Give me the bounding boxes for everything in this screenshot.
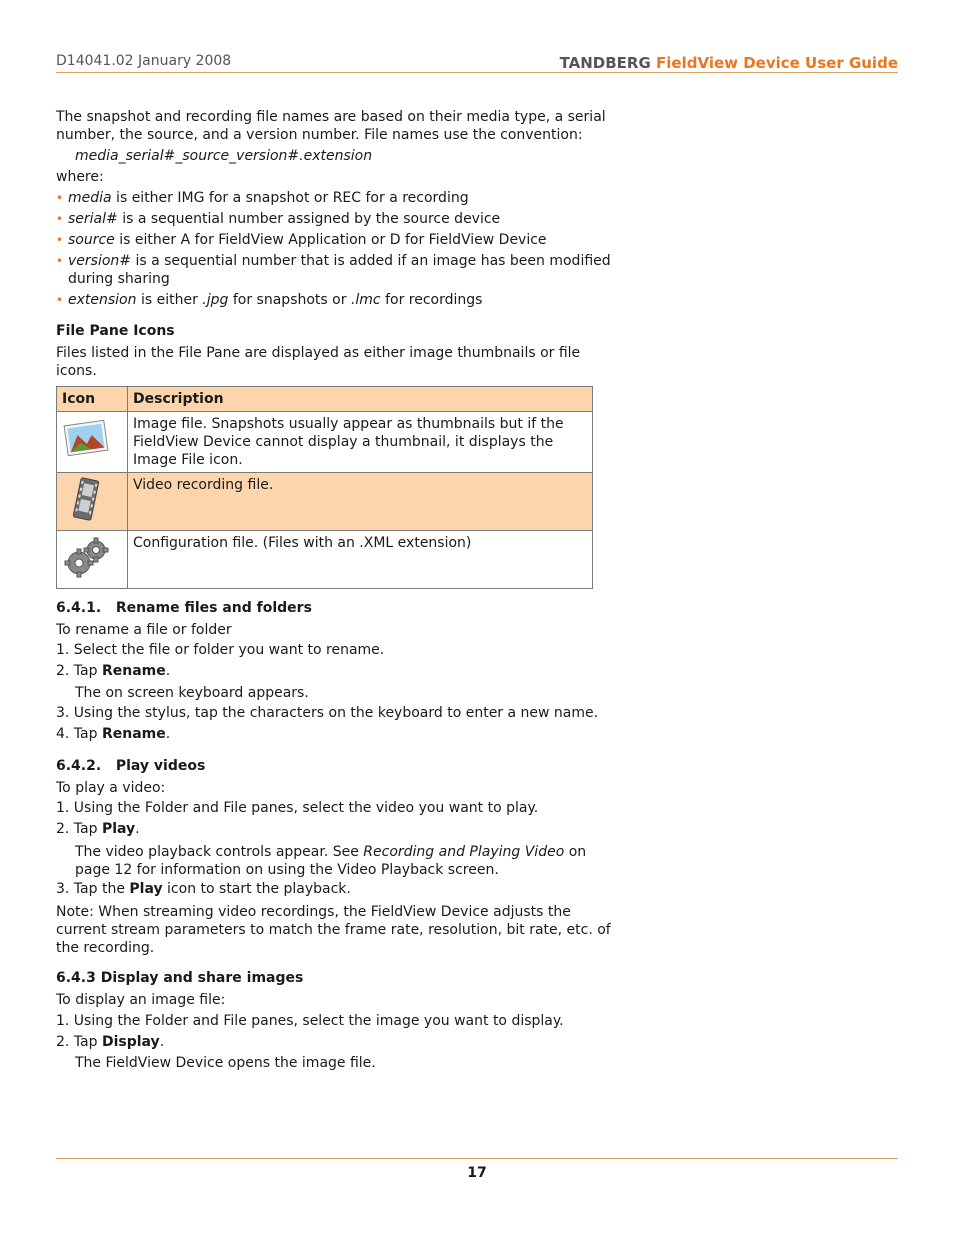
rename-step-2-note: The on screen keyboard appears. — [75, 685, 309, 701]
play-intro: To play a video: — [56, 780, 166, 796]
bullet-icon: • — [56, 191, 64, 205]
video-file-description: Video recording file. — [128, 473, 593, 531]
rename-heading: 6.4.1. Rename files and folders — [56, 600, 312, 616]
filename-parts-list — [56, 189, 616, 309]
header-rule — [56, 72, 898, 73]
page-body — [56, 108, 616, 1072]
file-pane-heading: File Pane Icons — [56, 323, 175, 339]
table-row — [57, 531, 593, 589]
config-file-description: Configuration file. (Files with an .XML extension) — [128, 531, 593, 589]
rename-step-4: 4. Tap Rename. — [56, 726, 171, 742]
rename-step-2: 2. Tap Rename. — [56, 663, 171, 679]
display-step-2-note: The FieldView Device opens the image file. — [75, 1055, 376, 1071]
where-label: where: — [56, 169, 104, 185]
rename-intro: To rename a file or folder — [56, 622, 232, 638]
display-step-1: 1. Using the Folder and File panes, select the image you want to display. — [56, 1013, 564, 1029]
image-file-description: Image file. Snapshots usually appear as thumbnails but if the FieldView Device cannot display a thumbnail, it displays the Image File icon. — [128, 412, 593, 473]
file-pane-text: Files listed in the File Pane are displayed as either image thumbnails or file icons. — [56, 345, 581, 379]
play-heading: 6.4.2. Play videos — [56, 758, 206, 774]
list-item: • media is either IMG for a snapshot or REC for a recording — [56, 190, 469, 206]
intro-paragraph: The snapshot and recording file names are based on their media type, a serial number, the source, and a version number. File names use the convention: — [56, 109, 606, 143]
display-heading: 6.4.3 Display and share images — [56, 970, 304, 986]
doc-title — [560, 54, 898, 72]
page-number: 17 — [467, 1165, 487, 1181]
play-step-2-note: The video playback controls appear. See Recording and Playing Video on page 12 for information on using the Video Playback screen. — [75, 844, 587, 878]
table-row — [57, 473, 593, 531]
footer-rule — [56, 1158, 898, 1159]
list-item: • serial# is a sequential number assigned by the source device — [56, 211, 501, 227]
rename-step-1: 1. Select the file or folder you want to rename. — [56, 642, 385, 658]
play-step-2: 2. Tap Play. — [56, 821, 140, 837]
description-column-header: Description — [128, 387, 593, 412]
brand-name: TANDBERG — [559, 54, 651, 72]
table-header-row — [57, 387, 593, 412]
play-step-1: 1. Using the Folder and File panes, select the video you want to play. — [56, 800, 539, 816]
bullet-icon: • — [56, 233, 64, 247]
bullet-icon: • — [56, 293, 64, 307]
play-step-3: 3. Tap the Play icon to start the playback. — [56, 881, 351, 897]
display-intro: To display an image file: — [56, 992, 226, 1008]
bullet-icon: • — [56, 254, 64, 268]
table-row — [57, 412, 593, 473]
video-file-icon — [57, 473, 128, 531]
image-file-icon — [57, 412, 128, 473]
doc-id: D14041.02 January 2008 — [56, 53, 232, 69]
list-item: • version# is a sequential number that is added if an image has been modified during sharing — [56, 253, 611, 287]
file-icons-table — [56, 386, 593, 589]
filename-convention: media_serial#_source_version#.extension — [75, 148, 373, 164]
guide-title: FieldView Device User Guide — [656, 54, 898, 72]
list-item: • extension is either .jpg for snapshots or .lmc for recordings — [56, 292, 483, 308]
play-note: Note: When streaming video recordings, the FieldView Device adjusts the current stream parameters to match the frame rate, resolution, bit rate, etc. of the recording. — [56, 904, 611, 956]
config-file-icon — [57, 531, 128, 589]
rename-step-3: 3. Using the stylus, tap the characters on the keyboard to enter a new name. — [56, 705, 599, 721]
display-step-2: 2. Tap Display. — [56, 1034, 165, 1050]
list-item: • source is either A for FieldView Application or D for FieldView Device — [56, 232, 547, 248]
bullet-icon: • — [56, 212, 64, 226]
icon-column-header: Icon — [57, 387, 128, 412]
